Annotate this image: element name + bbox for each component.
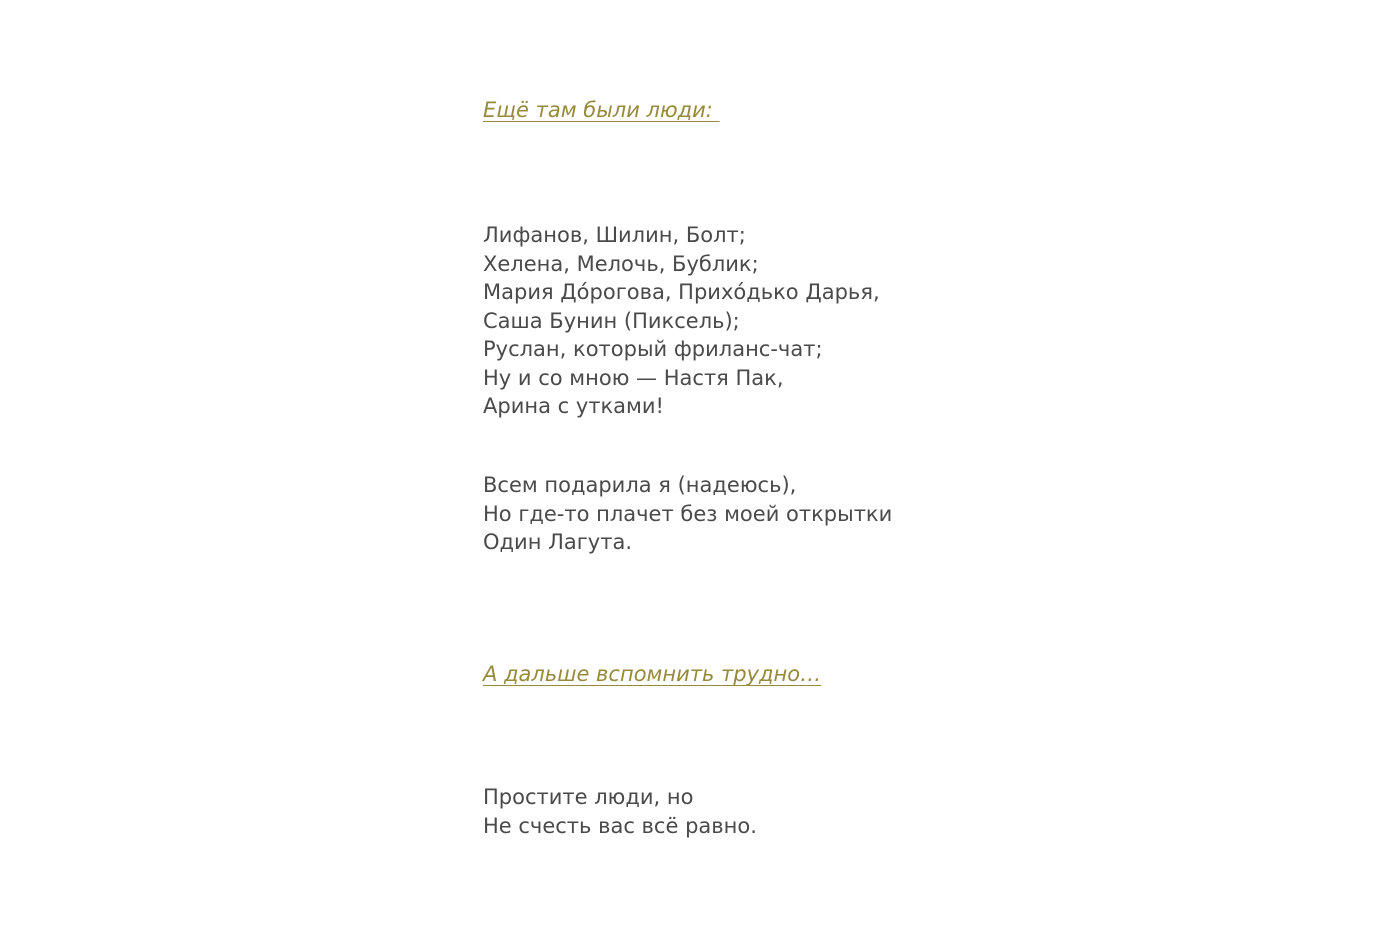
- section-heading: А дальше вспомнить трудно…: [483, 662, 822, 686]
- poem-line: Саша Бунин (Пиксель);: [483, 308, 740, 333]
- poem-line: Всем подарила я (надеюсь),: [483, 473, 797, 497]
- section-heading: Ещё там были люди:: [483, 98, 720, 122]
- poem-line: Мария До́рогова, Прихо́дько Дарья,: [483, 280, 880, 304]
- poem-line: Хелена, Мелочь, Бублик;: [483, 251, 759, 276]
- poem-line: Один Лагута.: [483, 530, 632, 554]
- poem-line: Ну и со мною — Настя Пак,: [483, 365, 784, 390]
- poem-line: Не счесть вас всё равно.: [483, 813, 757, 838]
- poem-stanza-cards: [483, 471, 892, 557]
- poem-line: Простите люди, но: [483, 785, 694, 809]
- poem-line: Но где-то плачет без моей открытки: [483, 501, 893, 526]
- poem-stanza-closing: [483, 783, 757, 840]
- poem-line: Арина с утками!: [483, 394, 664, 418]
- poem-stanza-guests: [483, 221, 880, 421]
- poem-line: Лифанов, Шилин, Болт;: [483, 223, 746, 247]
- poem-line: Руслан, который фриланс-чат;: [483, 337, 823, 361]
